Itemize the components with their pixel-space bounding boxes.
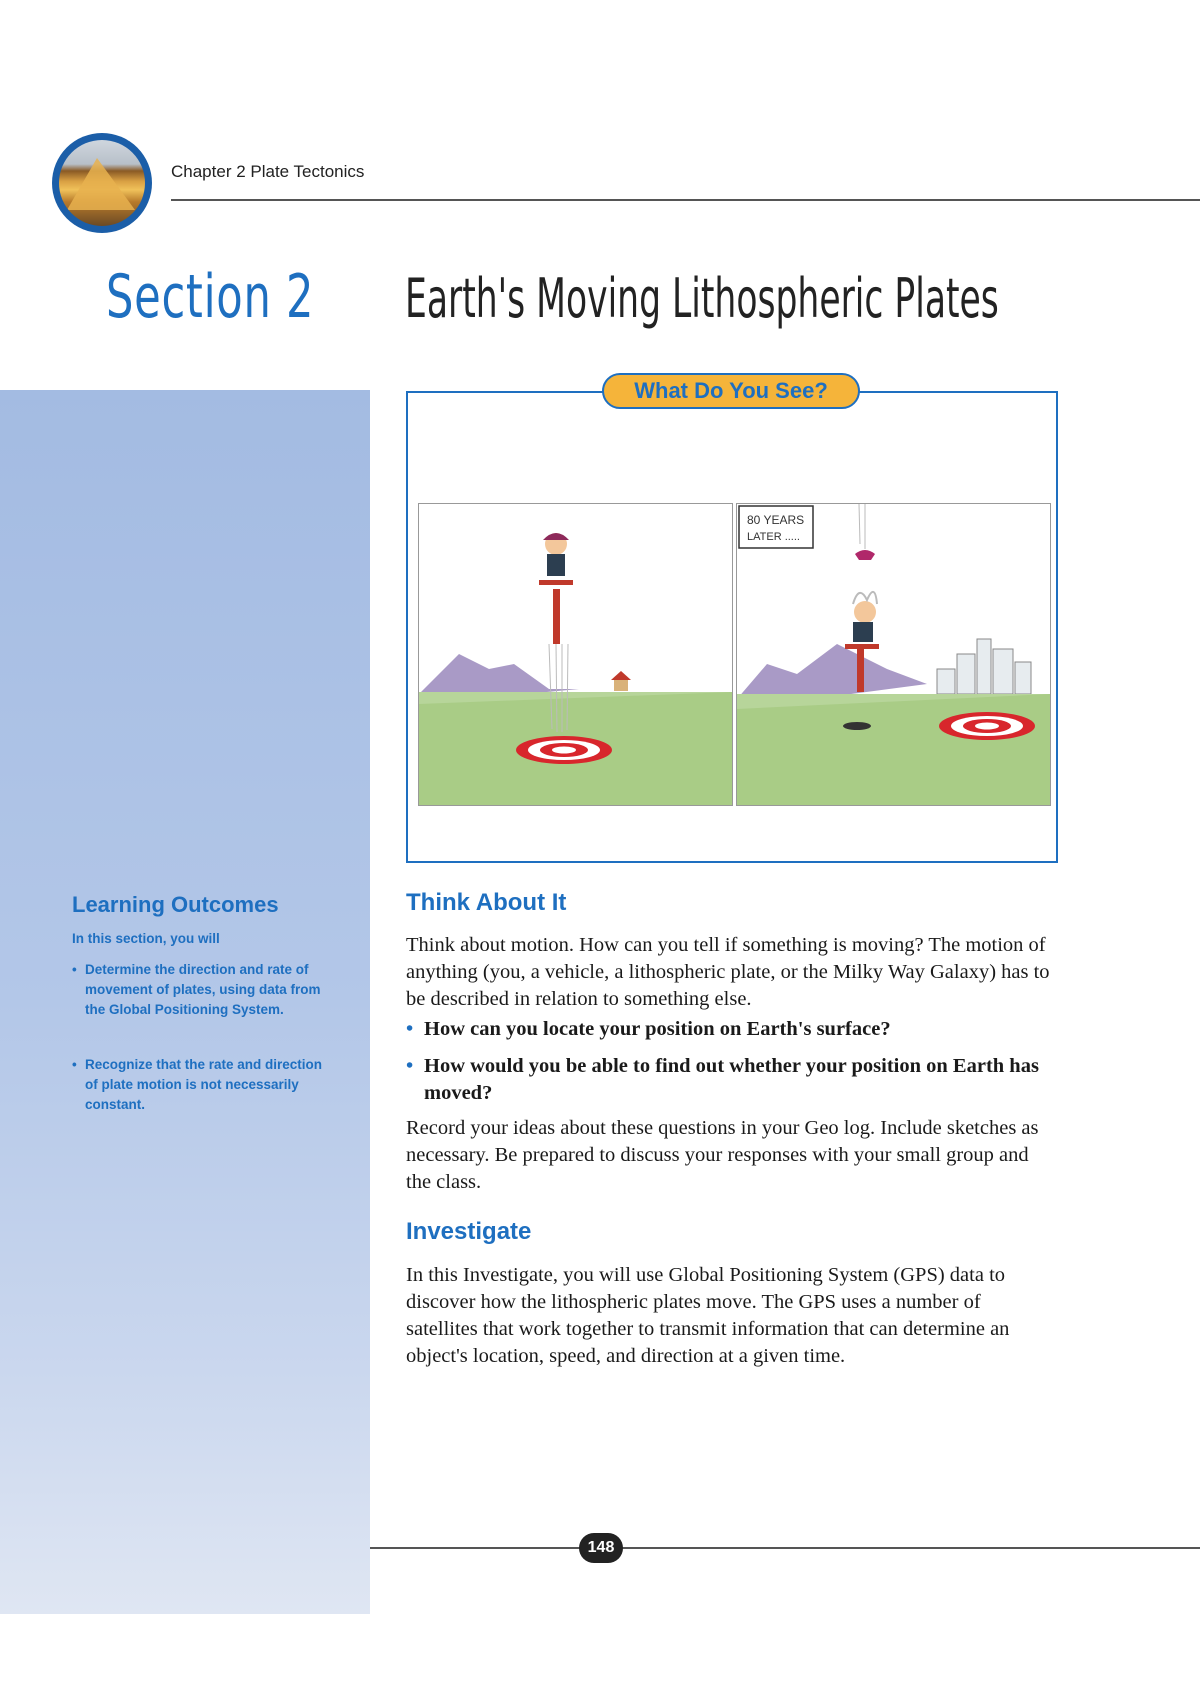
learning-outcomes-list-2 (72, 1055, 332, 1115)
learning-outcomes-list (72, 960, 332, 1020)
pogo-cartoon-after-illustration (737, 504, 1050, 805)
learning-outcomes-heading: Learning Outcomes (72, 892, 279, 917)
question-list-2 (406, 1053, 1056, 1107)
question-item: • How would you be able to find out whether your position on Earth has moved? (406, 1053, 1056, 1107)
investigate-heading: Investigate (406, 1218, 532, 1245)
learning-outcome-item: • Determine the direction and rate of movement of plates, using data from the Global Positioning System. (72, 960, 332, 1020)
cartoon-panel-after (736, 503, 1051, 806)
page-number: 148 (579, 1533, 623, 1563)
question-list (406, 1016, 1056, 1043)
record-ideas-paragraph: Record your ideas about these questions in your Geo log. Include sketches as necessary. Be prepared to discuss your responses with your small group and the class. (406, 1117, 1039, 1193)
think-about-it-heading: Think About It (406, 889, 567, 916)
bullseye-target-icon (516, 736, 612, 764)
cartoon-panel-before (418, 503, 733, 806)
footer-divider (370, 1547, 1200, 1549)
think-paragraph: Think about motion. How can you tell if something is moving? The motion of anything (you, a vehicle, a lithospheric plate, or the Milky Way Galaxy) has to be described in relation to something else. (406, 934, 1050, 1010)
question-item: • How can you locate your position on Earth's surface? (406, 1016, 1056, 1043)
pogo-cartoon-before-illustration (419, 504, 732, 805)
header-divider (171, 199, 1200, 201)
investigate-paragraph: In this Investigate, you will use Global Positioning System (GPS) data to discover how the lithospheric plates move. The GPS uses a number of satellites that work together to transmit information that can determine an object's location, speed, and direction at a given time. (406, 1264, 1010, 1367)
sign-line-2: LATER ..... (747, 531, 800, 543)
sign-line-1: 80 YEARS (747, 513, 805, 527)
chapter-medallion-icon (52, 133, 152, 233)
what-do-you-see-badge: What Do You See? (602, 373, 860, 409)
learning-outcomes-intro: In this section, you will (72, 931, 220, 946)
section-label: Section 2 (106, 262, 315, 332)
chapter-label: Chapter 2 Plate Tectonics (171, 162, 365, 181)
bullseye-target-icon (939, 712, 1035, 740)
learning-outcome-item: • Recognize that the rate and direction of plate motion is not necessarily constant. (72, 1055, 332, 1115)
page-title: Earth's Moving Lithospheric Plates (405, 267, 999, 330)
